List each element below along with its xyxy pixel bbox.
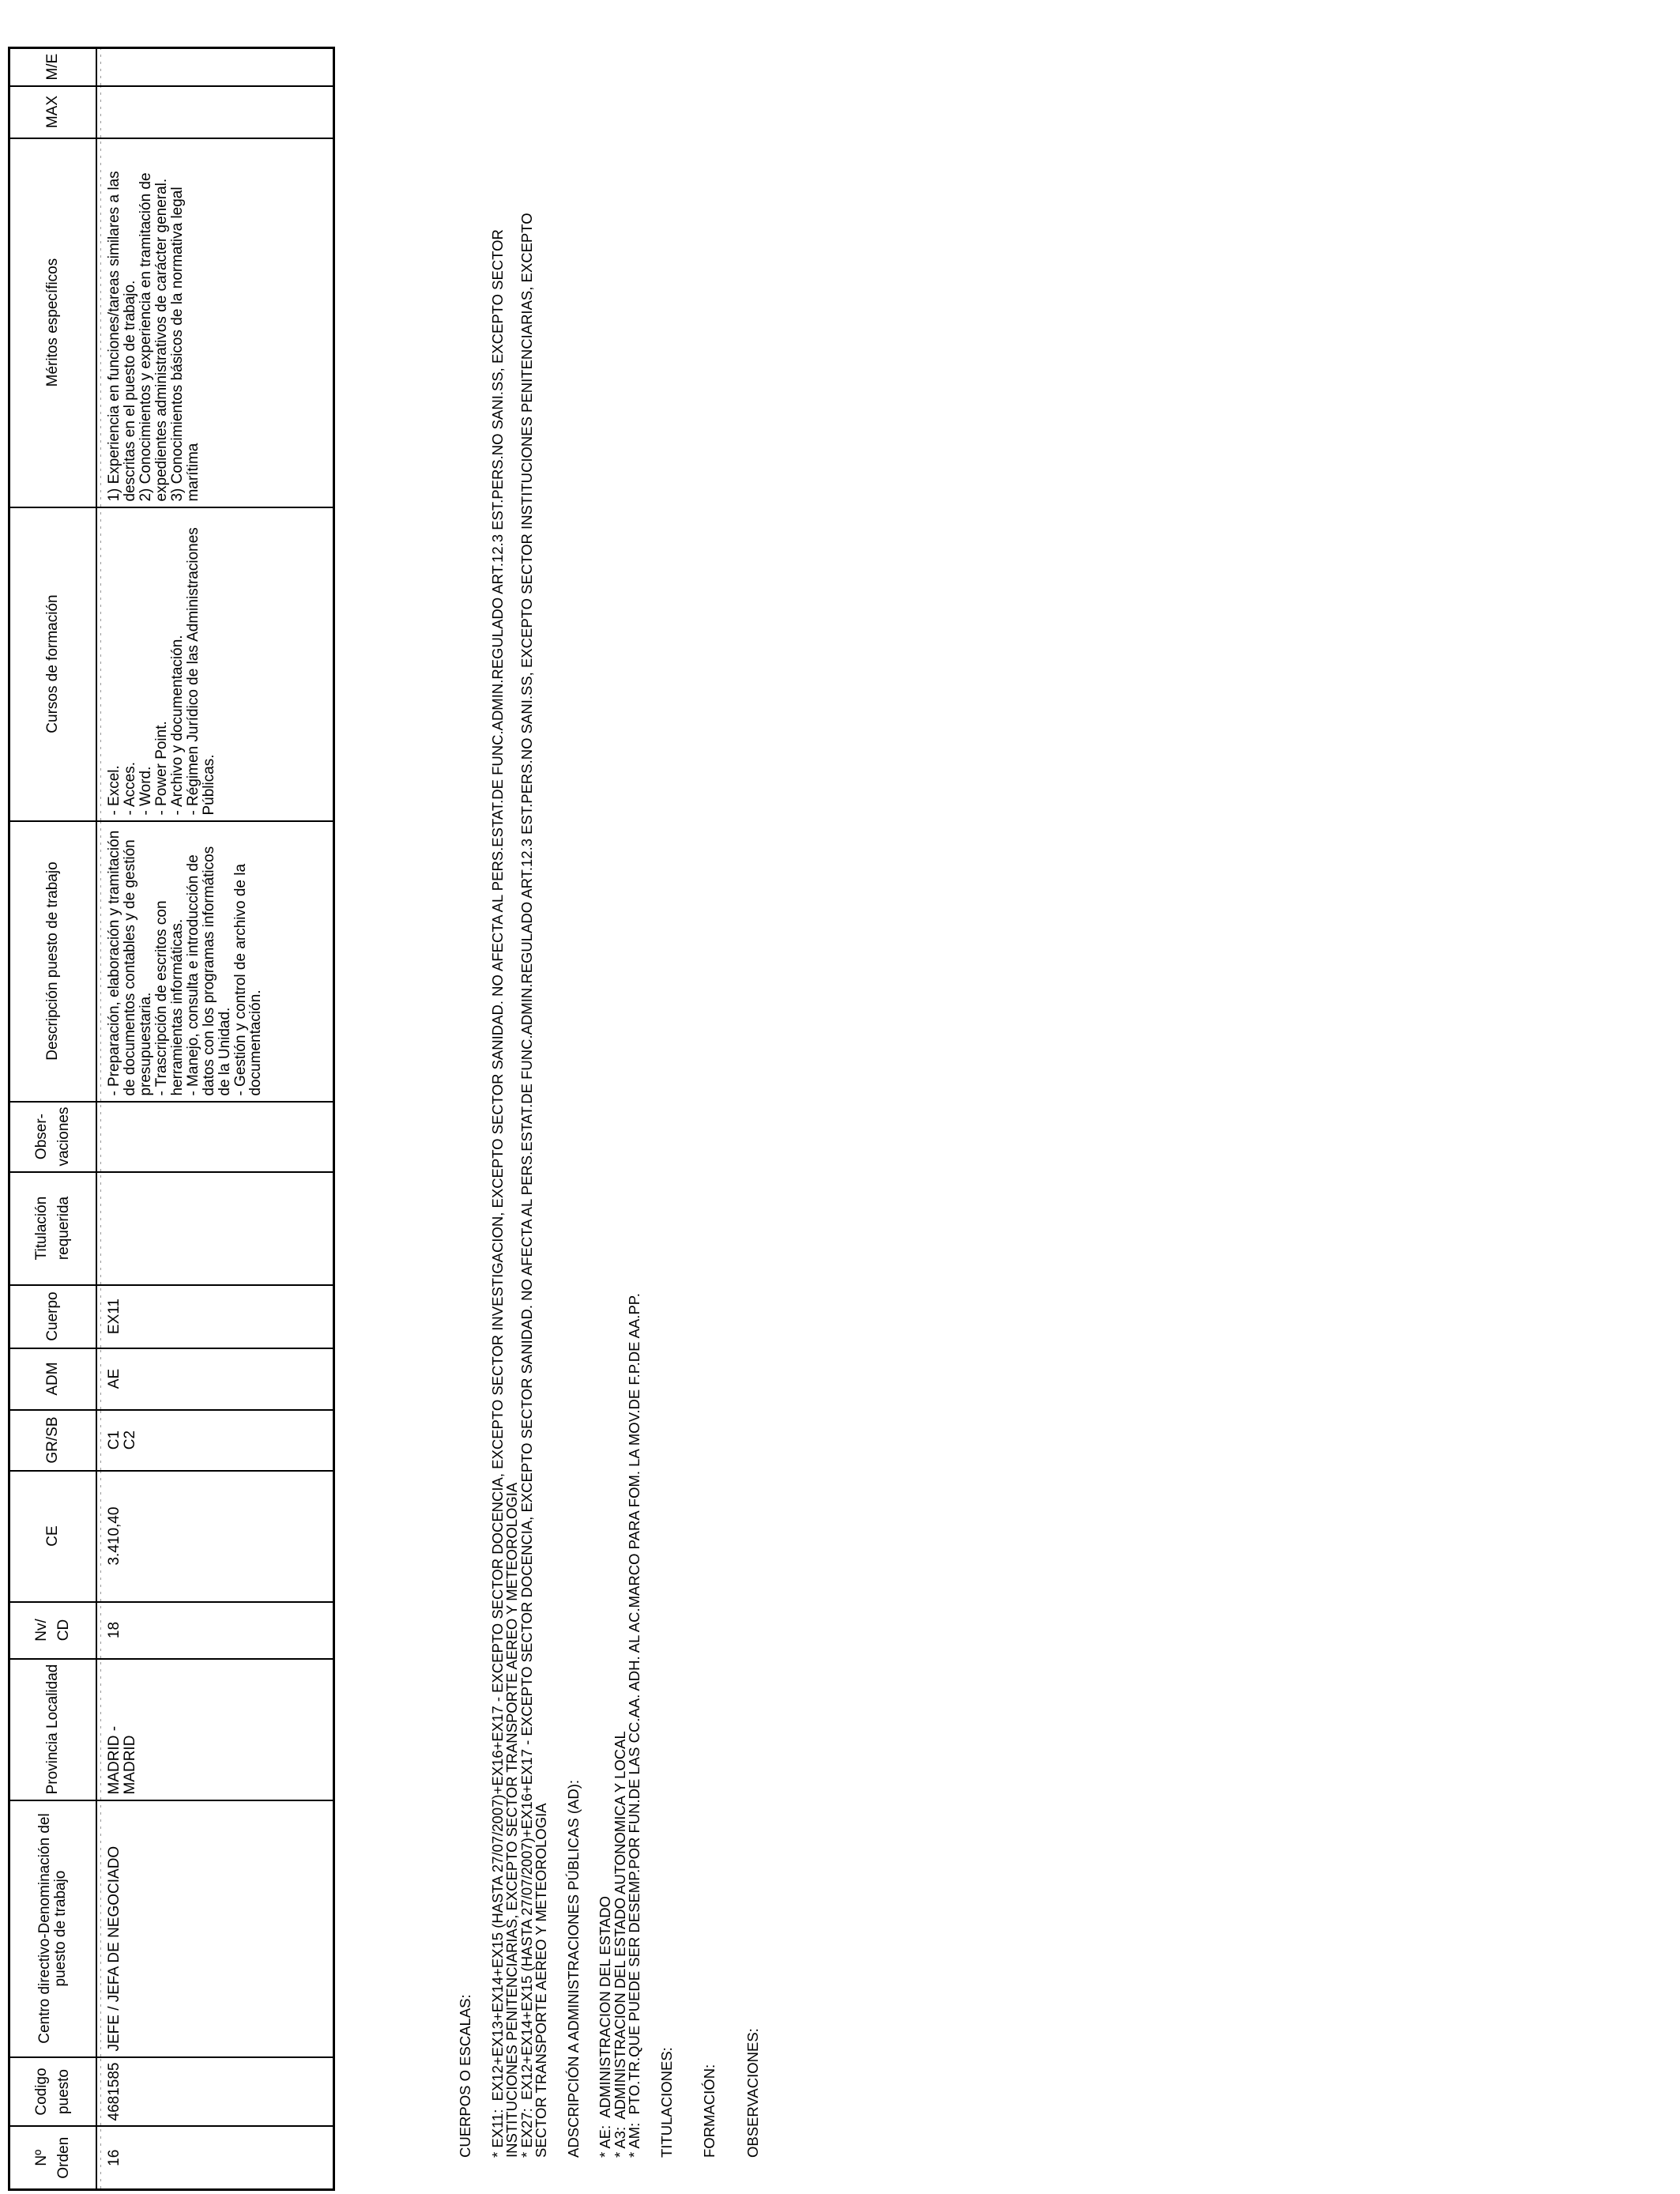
header-provincia: Provincia Localidad: [9, 1659, 97, 1800]
cell-descripcion: [96, 821, 334, 1102]
header-centro: Centro directivo-Denominación del puesto de trabajo: [9, 1800, 97, 2057]
grupo-value: C1: [106, 1430, 122, 1450]
header-adm: ADM: [9, 1348, 97, 1410]
cell-grupo: [96, 1410, 334, 1471]
adscripcion-title: ADSCRIPCIÓN A ADMINISTRACIONES PÚBLICAS (AD):: [564, 1779, 582, 2158]
header-cursos: Cursos de formación: [9, 507, 97, 821]
header-meritos: Méritos específicos: [9, 138, 97, 507]
cell-codigo: 4681585: [96, 2057, 334, 2127]
cell-titulacion: [96, 1172, 334, 1285]
list-item: - Archivo y documentación.: [168, 635, 186, 816]
list-item: 2) Conocimientos y experiencia en tramitación de expedientes administrativos de carácter general.: [137, 172, 170, 502]
list-item: - Excel.: [106, 765, 122, 816]
cell-max: [96, 86, 334, 138]
meritos-list: [107, 144, 202, 502]
cell-nivel: 18: [96, 1602, 334, 1659]
cell-observaciones: [96, 1102, 334, 1172]
header-me: M/E: [9, 47, 97, 85]
list-item: - Manejo, consulta e introducción de datos con los programas informáticos de la Unidad.: [184, 846, 233, 1096]
formacion-title: FORMACIÓN:: [701, 2064, 718, 2158]
header-orden: Nº Orden: [9, 2127, 97, 2190]
subgrupo-value: C2: [121, 1430, 138, 1450]
cell-meritos: [96, 138, 334, 507]
header-grupo: GR/SB: [9, 1410, 97, 1471]
list-item: - Preparación, elaboración y tramitación de documentos contables y de gestión presupuestaria.: [106, 830, 154, 1096]
header-codigo: Codigo puesto: [9, 2057, 97, 2127]
list-item: - Power Point.: [153, 721, 170, 816]
header-observaciones: Obser-vaciones: [9, 1102, 97, 1172]
header-nivel: Nv/ CD: [9, 1602, 97, 1659]
cell-ce: 3.410,40: [96, 1471, 334, 1602]
list-item: - Trascripción de escritos con herramientas informáticas.: [153, 900, 186, 1096]
list-item: - Régimen Jurídico de las Administraciones Públicas.: [184, 527, 217, 816]
cuerpos-title: CUERPOS O ESCALAS:: [457, 1994, 473, 2158]
list-item: - Acces.: [121, 761, 138, 816]
table-row: [96, 47, 334, 2189]
descripcion-list: [107, 827, 264, 1096]
cell-provincia: MADRID - MADRID: [96, 1659, 334, 1800]
header-descripcion: Descripción puesto de trabajo: [9, 821, 97, 1102]
list-item: 1) Experiencia en funciones/tareas similares a las descritas en el puesto de trabajo.: [106, 171, 138, 502]
list-item: 3) Conocimientos básicos de la normativa legal marítima: [168, 187, 202, 502]
adscripcion-line: * AM: PTO.TR.QUE PUEDE SER DESEMP.POR FUN.DE LAS CC.AA. ADH. AL AC.MARCO PARA FOM. LA MOV.DE F.P.DE AA.PP.: [626, 1293, 642, 2158]
job-table: [8, 47, 335, 2191]
header-cuerpo: Cuerpo: [9, 1285, 97, 1348]
list-item: - Gestión y control de archivo de la documentación.: [232, 863, 265, 1096]
cell-me: [96, 47, 334, 85]
adscripcion-line: * AE: ADMINISTRACION DEL ESTADO: [597, 1895, 613, 2158]
cell-orden: 16: [96, 2127, 334, 2190]
header-ce: CE: [9, 1471, 97, 1602]
observaciones-title: OBSERVACIONES:: [744, 2028, 761, 2158]
cuerpos-line: * EX11: EX12+EX13+EX14+EX15 (HASTA 27/07/2007)+EX16+EX17 - EXCEPTO SECTOR DOCENCIA, EXCEPTO SECTOR INVESTIGACION, EXCEPTO SECTOR SANIDAD. NO AFECTA AL PERS.ESTAT.DE FUNC.ADMIN.REGULADO ART.12.3 EST.PERS.NO SANI.SS, EXCEPTO SECTOR: [488, 229, 506, 2158]
cuerpos-line: SECTOR TRANSPORTE AEREO Y METEOROLOGIA: [533, 1803, 549, 2158]
cell-cursos: [96, 507, 334, 821]
cell-cuerpo: EX11: [96, 1285, 334, 1348]
cursos-list: [107, 513, 217, 816]
header-titulacion: Titulación requerida: [9, 1172, 97, 1285]
adscripcion-line: * A3: ADMINISTRACION DEL ESTADO AUTONOMICA Y LOCAL: [611, 1731, 628, 2158]
header-max: MAX: [9, 86, 97, 138]
legend-notes: [458, 40, 760, 2158]
list-item: - Word.: [137, 766, 154, 816]
cell-adm: AE: [96, 1348, 334, 1410]
cuerpos-line: INSTITUCIONES PENITENCIARIAS, EXCEPTO SECTOR TRANSPORTE AEREO Y METEOROLOGIA: [503, 1482, 520, 2158]
table-header-row: [9, 47, 97, 2189]
titulaciones-title: TITULACIONES:: [657, 2047, 675, 2158]
cell-puesto: JEFE / JEFA DE NEGOCIADO: [96, 1800, 334, 2057]
cuerpos-line: * EX27: EX12+EX14+EX15 (HASTA 27/07/2007)+EX16+EX17 - EXCEPTO SECTOR DOCENCIA, EXCEPTO SECTOR SANIDAD. NO AFECTA AL PERS.ESTAT.DE FUNC.ADMIN.REGULADO ART.12.3 EST.PERS.NO SANI.SS, EXCEPTO SECTOR INSTITUCIONES PENITENCIARIAS, EXCEPTO: [518, 213, 535, 2158]
